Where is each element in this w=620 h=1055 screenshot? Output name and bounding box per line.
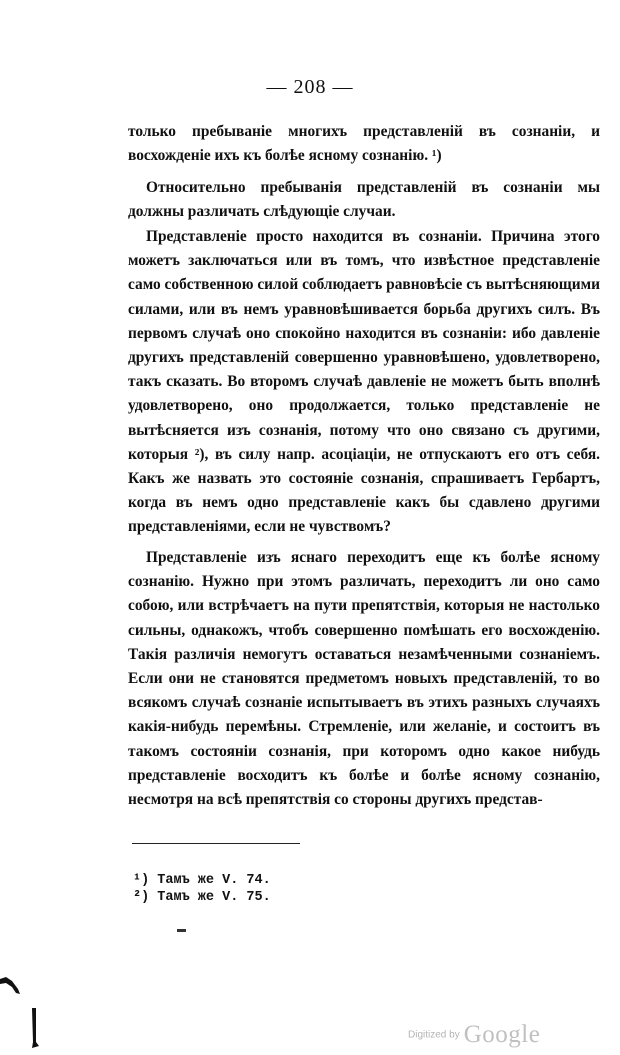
google-logo: Google [463, 1021, 541, 1048]
ink-mark [177, 929, 186, 932]
paragraph-text: Представленiе просто находится въ сознанiи. Причина этого можетъ заключаться или въ томъ, что извѣстное представленiе само собственною силой соблюдаетъ равновѣсiе съ вытѣсняющими силами, или въ немъ уравновѣшивается борьба другихъ силъ. Въ первомъ случаѣ оно спокойно находится въ сознанiи: ибо давленiе другихъ представленiй совершенно уравновѣшено, удовлетворено, такъ сказать. Во второмъ случаѣ давленiе не можетъ быть вполнѣ удовлетворено, оно продолжается, только представленiе не вытѣсняется изъ сознанiя, потому что оно связано съ другими, которыя ²), въ силу напр. асоцiацiи, не отпускаютъ его отъ себя. Какъ же назвать это состоянiе сознанiя, спрашиваетъ Гербартъ, когда въ немъ одно представленiе какъ бы сдавлено другими представленiями, если не чувствомъ? [128, 228, 600, 536]
paragraph-ideas-in-consciousness [128, 176, 600, 224]
paragraph-feeling [128, 225, 600, 540]
footnotes [133, 872, 271, 906]
paragraph-desire [128, 546, 600, 812]
digitized-label: Digitized by [408, 1029, 460, 1041]
footnote-divider [132, 843, 300, 844]
page-number: — 208 — [266, 76, 354, 98]
digitized-watermark [408, 1021, 540, 1049]
paragraph-text: Относительно пребыванiя представленiй въ сознанiи мы должны различать слѣдующiе случаи. [128, 179, 600, 221]
footnote-2: ²) Тамъ же V. 75. [133, 890, 271, 905]
paragraph-continuation [128, 120, 600, 168]
scan-edge-mark-icon [0, 975, 22, 995]
paragraph-text: только пребыванiе многихъ представленiй въ сознанiи, и восхожденiе ихъ къ болѣе ясному сознанiю. ¹) [128, 123, 600, 165]
scan-bracket-mark-icon [30, 1008, 40, 1048]
paragraph-text: Представленiе изъ яснаго переходитъ еще къ болѣе ясному сознанiю. Нужно при этомъ различать, переходитъ ли оно само собою, или встрѣчаетъ на пути препятствiя, которыя не настолько сильны, однакожъ, чтобъ совершенно помѣшать его восхожденiю. Такiя различiя немогутъ оставаться незамѣченными сознанiемъ. Если они не становятся предметомъ новыхъ представленiй, то во всякомъ случаѣ сознанiе испытываетъ въ этихъ разныхъ случаяхъ какiя-нибудь перемѣны. Стремленiе, или желанiе, и состоитъ въ такомъ состоянiи сознанiя, при которомъ одно какое нибудь представленiе восходитъ къ болѣе и болѣе ясному сознанiю, несмотря на всѣ препятствiя со стороны другихъ представ- [128, 549, 600, 809]
footnote-1: ¹) Тамъ же V. 74. [133, 873, 271, 888]
